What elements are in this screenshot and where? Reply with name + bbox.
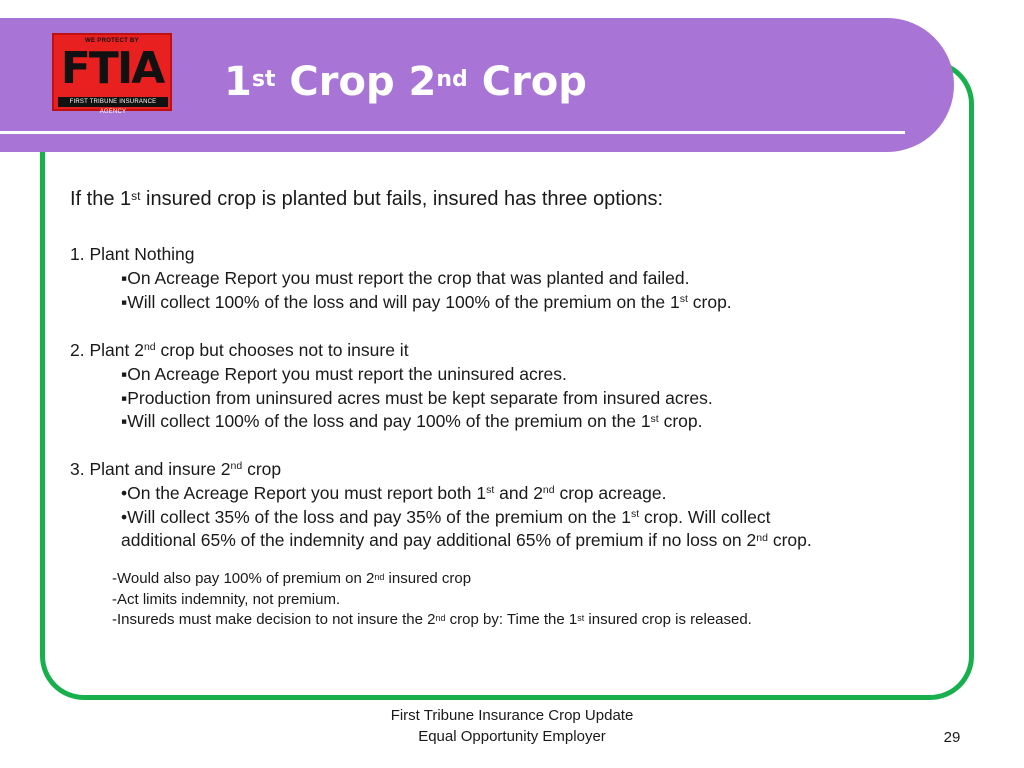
option-1-heading: 1. Plant Nothing [70, 244, 195, 264]
option-3-bullet-2: •Will collect 35% of the loss and pay 35% of the premium on the 1st crop. Will collect [121, 506, 771, 527]
logo-agency-name: FIRST TRIBUNE INSURANCE AGENCY [58, 97, 168, 107]
note-2: -Act limits indemnity, not premium. [112, 590, 341, 608]
option-2-bullet-2: ▪Production from uninsured acres must be kept separate from insured acres. [121, 387, 713, 408]
footer [338, 705, 686, 747]
option-3-heading: 3. Plant and insure 2nd crop [70, 459, 282, 479]
banner-divider [0, 131, 905, 134]
option-3-bullet-2-continued: additional 65% of the indemnity and pay additional 65% of premium if no loss on 2nd crop. [121, 530, 812, 551]
note-1: -Would also pay 100% of premium on 2nd insured crop [112, 570, 472, 587]
option-3-bullet-1: •On the Acreage Report you must report both 1st and 2nd crop acreage. [121, 482, 667, 503]
option-1 [70, 243, 732, 314]
option-2-bullet-1: ▪On Acreage Report you must report the uninsured acres. [121, 363, 567, 384]
page-number: 29 [943, 729, 961, 746]
logo-tagline: WE PROTECT BY [85, 38, 139, 44]
slide-title: 1st Crop 2nd Crop [224, 59, 587, 105]
option-3 [70, 458, 812, 553]
footer-line-1: First Tribune Insurance Crop Update [390, 707, 634, 724]
note-3: -Insureds must make decision to not insure the 2nd crop by: Time the 1st insured crop is released. [112, 611, 752, 628]
ftia-logo [52, 33, 172, 115]
intro-text: If the 1st insured crop is planted but fails, insured has three options: [70, 188, 664, 210]
footer-line-2: Equal Opportunity Employer [418, 728, 606, 745]
logo-wordmark: FTIA [60, 43, 164, 94]
notes [112, 569, 752, 631]
option-2 [70, 339, 713, 434]
option-2-bullet-3: ▪Will collect 100% of the loss and pay 100% of the premium on the 1st crop. [121, 411, 703, 432]
option-1-bullet-1: ▪On Acreage Report you must report the crop that was planted and failed. [121, 267, 690, 288]
option-1-bullet-2: ▪Will collect 100% of the loss and will pay 100% of the premium on the 1st crop. [121, 291, 732, 312]
option-2-heading: 2. Plant 2nd crop but chooses not to insure it [70, 340, 409, 360]
